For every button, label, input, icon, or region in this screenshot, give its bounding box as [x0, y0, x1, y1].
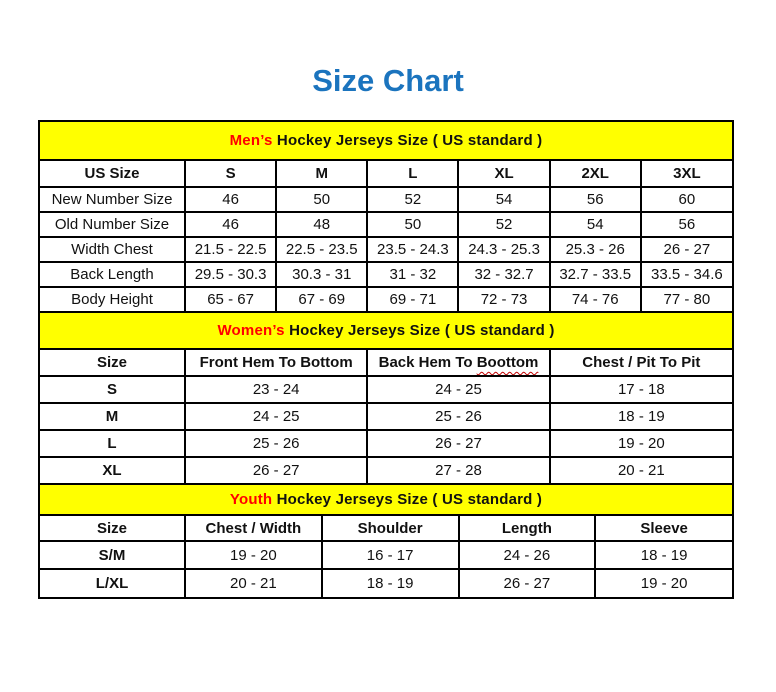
size-value-cell: 65 - 67 — [185, 287, 276, 312]
size-value-cell: 69 - 71 — [367, 287, 458, 312]
size-value-cell: 60 — [641, 187, 732, 212]
mens-section-banner — [40, 122, 732, 160]
table-row — [40, 262, 732, 287]
size-value-cell: 54 — [458, 187, 549, 212]
size-value-cell: 52 — [367, 187, 458, 212]
mens-table — [40, 122, 732, 313]
size-value-cell: 56 — [550, 187, 641, 212]
size-value-cell: 26 - 27 — [459, 569, 596, 597]
column-header: Chest / Width — [185, 515, 322, 541]
size-value-cell: 32.7 - 33.5 — [550, 262, 641, 287]
size-value-cell: 21.5 - 22.5 — [185, 237, 276, 262]
column-header: Shoulder — [322, 515, 459, 541]
size-value-cell: 19 - 20 — [185, 541, 322, 569]
size-value-cell: 18 - 19 — [322, 569, 459, 597]
size-chart-tables — [38, 120, 734, 599]
column-header: Chest / Pit To Pit — [550, 349, 732, 376]
row-label: L — [40, 430, 185, 457]
size-value-cell: 27 - 28 — [367, 457, 549, 484]
column-header: L — [367, 160, 458, 187]
size-value-cell: 26 - 27 — [185, 457, 367, 484]
womens-banner-highlight: Women’s — [217, 322, 285, 339]
table-row — [40, 569, 732, 597]
size-value-cell: 67 - 69 — [276, 287, 367, 312]
size-value-cell: 24 - 25 — [367, 376, 549, 403]
size-value-cell: 50 — [276, 187, 367, 212]
misspelled-word: Boottom — [476, 354, 539, 371]
size-value-cell: 31 - 32 — [367, 262, 458, 287]
size-value-cell: 32 - 32.7 — [458, 262, 549, 287]
column-header: Size — [40, 515, 185, 541]
column-header: M — [276, 160, 367, 187]
size-value-cell: 24 - 25 — [185, 403, 367, 430]
row-label: M — [40, 403, 185, 430]
table-row — [40, 457, 732, 484]
size-value-cell: 22.5 - 23.5 — [276, 237, 367, 262]
table-row — [40, 187, 732, 212]
size-value-cell: 46 — [185, 187, 276, 212]
youth-banner-highlight: Youth — [229, 491, 273, 508]
mens-banner-highlight: Men’s — [229, 132, 273, 149]
size-value-cell: 26 - 27 — [641, 237, 732, 262]
column-header: S — [185, 160, 276, 187]
row-label: S — [40, 376, 185, 403]
size-value-cell: 25 - 26 — [367, 403, 549, 430]
womens-section-banner — [40, 313, 732, 349]
size-value-cell: 48 — [276, 212, 367, 237]
size-value-cell: 23.5 - 24.3 — [367, 237, 458, 262]
womens-banner-text: Hockey Jerseys Size ( US standard ) — [284, 322, 555, 339]
size-value-cell: 24 - 26 — [459, 541, 596, 569]
row-label: New Number Size — [40, 187, 185, 212]
row-label: Back Length — [40, 262, 185, 287]
size-value-cell: 52 — [458, 212, 549, 237]
table-row — [40, 430, 732, 457]
page-title: Size Chart — [312, 63, 464, 98]
row-label: XL — [40, 457, 185, 484]
size-value-cell: 18 - 19 — [595, 541, 732, 569]
column-header: Length — [459, 515, 596, 541]
row-label: L/XL — [40, 569, 185, 597]
youth-banner-text: Hockey Jerseys Size ( US standard ) — [272, 491, 543, 508]
youth-table — [40, 485, 732, 597]
size-value-cell: 56 — [641, 212, 732, 237]
mens-banner-text: Hockey Jerseys Size ( US standard ) — [272, 132, 543, 149]
size-value-cell: 30.3 - 31 — [276, 262, 367, 287]
table-row — [40, 287, 732, 312]
size-value-cell: 46 — [185, 212, 276, 237]
column-header: Size — [40, 349, 185, 376]
size-value-cell: 50 — [367, 212, 458, 237]
size-value-cell: 72 - 73 — [458, 287, 549, 312]
womens-table — [40, 313, 732, 485]
size-value-cell: 23 - 24 — [185, 376, 367, 403]
column-header: 2XL — [550, 160, 641, 187]
size-value-cell: 18 - 19 — [550, 403, 732, 430]
size-value-cell: 19 - 20 — [640, 575, 688, 592]
column-header: Back Hem To Boottom — [367, 349, 549, 376]
size-value-cell: 77 - 80 — [641, 287, 732, 312]
row-label: S/M — [40, 541, 185, 569]
column-header: Sleeve — [595, 515, 732, 541]
size-value-cell: 24.3 - 25.3 — [458, 237, 549, 262]
column-header: US Size — [40, 160, 185, 187]
size-value-cell: 19 - 20 — [550, 430, 732, 457]
size-value-cell: 33.5 - 34.6 — [641, 262, 732, 287]
column-header: Front Hem To Bottom — [185, 349, 367, 376]
table-row — [40, 403, 732, 430]
row-label: Width Chest — [40, 237, 185, 262]
size-value-cell: 25 - 26 — [185, 430, 367, 457]
table-row — [40, 541, 732, 569]
size-value-cell: 20 - 21 — [550, 457, 732, 484]
size-value-cell: 17 - 18 — [550, 376, 732, 403]
size-value-cell: 74 - 76 — [550, 287, 641, 312]
size-value-cell: 29.5 - 30.3 — [185, 262, 276, 287]
size-value-cell: 20 - 21 — [185, 569, 322, 597]
row-label: Body Height — [40, 287, 185, 312]
size-value-cell: 54 — [550, 212, 641, 237]
table-row — [40, 212, 732, 237]
table-row — [40, 376, 732, 403]
youth-section-banner — [40, 485, 732, 515]
table-row — [40, 237, 732, 262]
column-header: 3XL — [641, 160, 732, 187]
size-value-cell: 26 - 27 — [367, 430, 549, 457]
size-value-cell: 16 - 17 — [322, 541, 459, 569]
column-header: XL — [458, 160, 549, 187]
size-value-cell: 25.3 - 26 — [550, 237, 641, 262]
row-label: Old Number Size — [40, 212, 185, 237]
